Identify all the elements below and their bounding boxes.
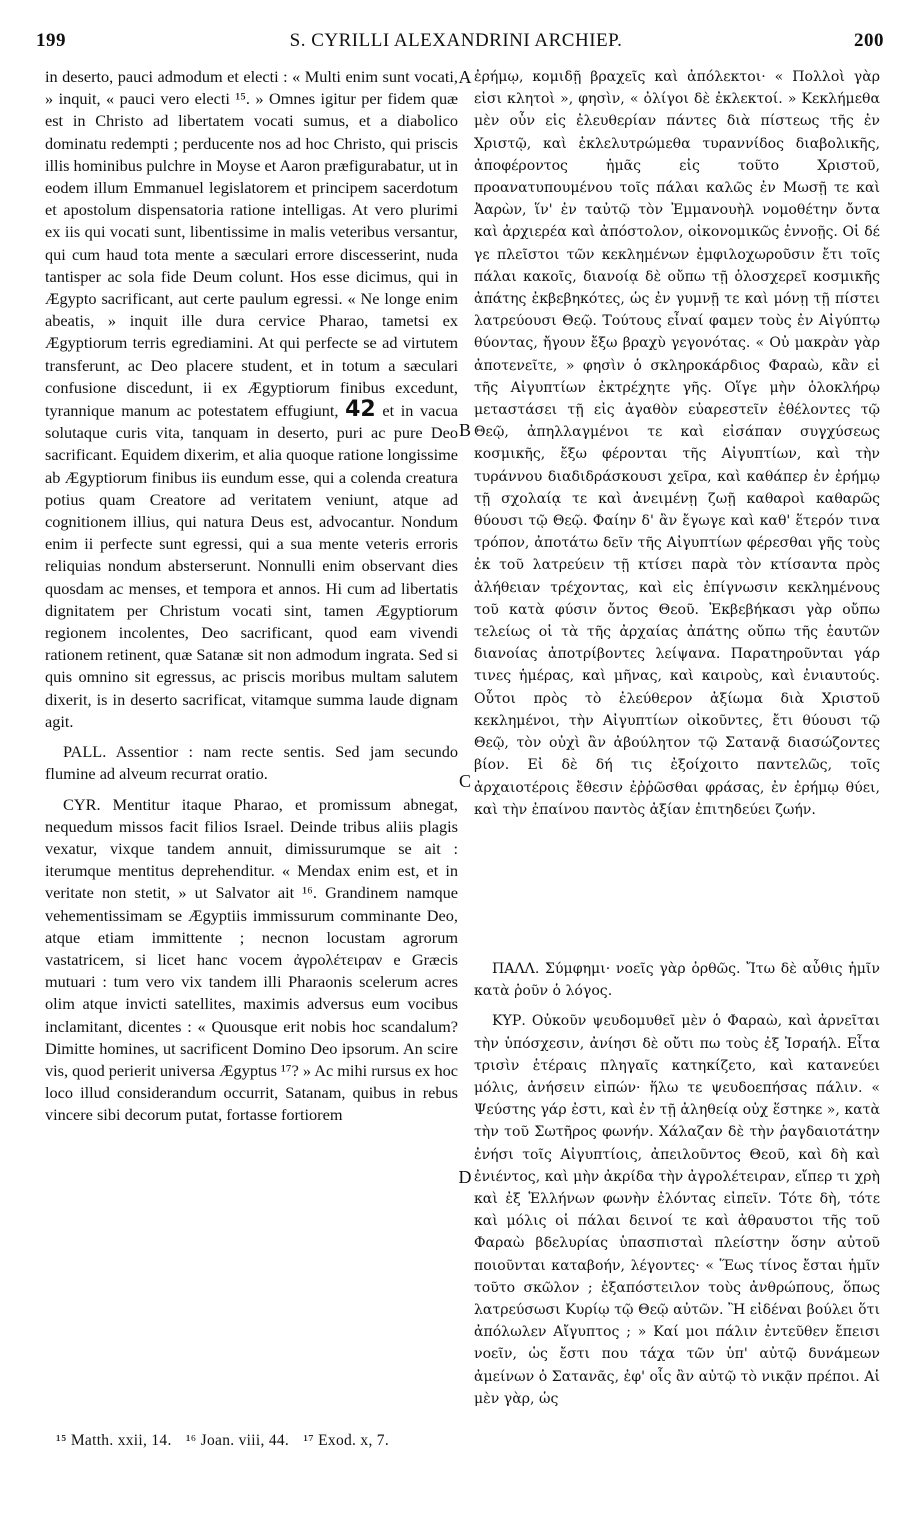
footnotes [56,1432,656,1450]
latin-paragraph-cyr: CYR. Mentitur itaque Pharao, et promissum abnegat, nequedum missos facit filios Israel. Deinde tribus aliis plagis vexatur, vixque tandem annuit, dimissurumque se ait : iterumque mentitus deprehenditur. « Mendax enim est, et in veritate non stetit, » ut Salvator ait ¹⁶. Grandinem namque vehementissimam se Ægyptiis immissurum comminante Deo, atque etiam immittente ; necnon locustam agrorum vastatricem, si licet hanc vocem ἀγρολέτειραν e Græcis mutuari : tum vero vix tandem illi Pharaonis scelerum acres olim atque invicti satellites, maximis adversus eum vocibus inclamitant, dicentes : « Quousque erit nobis hoc scandalum? Dimitte homines, ut sacrificent Domino Deo ipsorum. An scire vis, quod perierit universa Ægyptus ¹⁷? » Ac mihi rursus ex hoc loco illud considerandum occurrit, Satanam, quibus in rebus vincere sibi decorum putat, fortasse fortiorem [45,794,459,1125]
section-marker-d: D [458,1167,472,1187]
greek-column-lower [474,958,880,1410]
page-header [28,30,884,56]
section-marker-a: A [458,67,472,87]
greek-paragraph-pall: ΠΑΛΛ. Σύμφημι· νοεῖς γὰρ ὀρθῶς. Ἴτω δὲ αὖθις ἡμῖν κατὰ ῥοῦν ὁ λόγος. [474,961,880,1000]
latin-column [45,66,458,1127]
running-title: S. CYRILLI ALEXANDRINI ARCHIEP. [289,30,623,51]
greek-column [474,66,880,821]
footnote-16: ¹⁶ Joan. viii, 44. [185,1432,290,1449]
latin-text-1-cont: et in vacua solutaque curis vita, tanquam in deserto, puri ac pure Deo sacrificant. Equidem dixerim, et alia quoque ratione longissime ab Ægyptiorum finibus iis eundum esse, qui a colenda creatura potius quam Creatore ad veritatem veniunt, atque ad cognitionem illius, qui natura Deus est, advocantur. Nondum enim ii perfecte sunt egressi, qui a sua mente veteris erroris reliquias nondum absterserunt. Nonnulli enim observant dies quosdam ac menses, et tempora et annos. Hi cum ad libertatis dignitatem per Christum vocati sint, tamen Ægyptiorum regionem incolentes, Deo sacrificant, quod eam vivendi rationem retinent, quæ Satanæ sit non admodum ingrata. Sed si quis omnino sit egressus, ac priscis moribus multam salutem dixerit, is in deserto sacrificat, vitamque summa laude dignam agit. [45,401,459,731]
footnote-15: ¹⁵ Matth. xxii, 14. [56,1432,172,1449]
section-marker-b: B [458,420,471,440]
latin-paragraph-pall: PALL. Assentior : nam recte sentis. Sed jam secundo flumine ad alveum recurrat oratio. [45,742,458,784]
page-number-left: 199 [36,30,66,51]
footnote-17: ¹⁷ Exod. x, 7. [303,1432,390,1449]
latin-text-1: in deserto, pauci admodum et electi : « Multi enim sunt vocati, » inquit, « pauci vero electi ¹⁵. » Omnes igitur per fidem quæ est in Christo ad libertatem vocati sumus, et a diabolico dominatu redempti ; perducente nos ad hoc Christo, qui priscis illis hominibus pulchre in Moyse et Aaron præfigurabatur, ut in eodem illum Emmanuel legislatorem et principem sacerdotum et apostolum dispensatoria ratione intelligas. At vero plurimi ex iis qui vocati sunt, libentissime in malis veteribus versantur, qui cum haud tota mente a sæculari errore discesserint, nuda tantisper ac sola fide Deum colunt. Hos esse dicimus, qui in Ægypto sacrificant, aut certe paulum egressi. « Ne longe enim abeatis, » inquit ille dura cervice Pharao, tametsi ex Ægyptiorum terris egrediamini. At qui perfecte se ad virtutem transferunt, ac Deo placere student, et in totum a sæculari confusione discedunt, ii ex Ægyptiorum finibus excedunt, tyrannique manum ac potestatem effugiunt, [45,67,458,421]
section-marker-c: C [458,771,471,791]
page-number-right: 200 [854,30,884,51]
column-number: 42 [345,397,376,423]
latin-paragraph-1 [45,66,458,733]
greek-paragraph-1: ἐρήμῳ, κομιδῇ βραχεῖς καὶ ἀπόλεκτοι· « Πολλοὶ γὰρ εἰσι κλητοὶ », φησὶν, « ὀλίγοι δὲ ἐκλεκτοί. » Κεκλήμεθα μὲν οὖν εἰς ἐλευθερίαν πάντες διὰ πίστεως τῆς ἐν Χριστῷ, καὶ ἐκλελυτρώμεθα τυραννίδος διαβολικῆς, ἀποφέροντος ἡμᾶς εἰς τοῦτο Χριστοῦ, προανατυπουμένου τοῖς πάλαι καλῶς ἐν Μωσῇ τε καὶ Ἀαρὼν, ἵν' ἐν ταὐτῷ τὸν Ἐμμανουὴλ νομοθέτην ὄντα καὶ ἀρχιερέα καὶ ἀπόστολον, οἰκονομικῶς ἐννοῇς. Οἱ δέ γε πλεῖστοι τῶν κεκλημένων ἐμφιλοχωροῦσιν ἔτι τοῖς πάλαι κακοῖς, διανοίᾳ δὲ οὔπω τῇ ὁλοσχερεῖ κοσμικῆς ἀπάτης ἐκβεβηκότες, ὡς ἐν γυμνῇ τε καὶ μόνῃ τῇ πίστει λατρεύουσι Θεῷ. Τούτους εἶναί φαμεν τοὺς ἐν Αἰγύπτῳ θύοντας, ἤγουν ἔξω βραχὺ γεγονότας. « Οὐ μακρὰν γὰρ ἀποτενεῖτε, » φησὶν ὁ σκληροκάρδιος Φαραὼ, κἂν εἰ τῆς Αἰγυπτίων ἐκτρέχητε γῆς. Οἵγε μὴν ὁλοκλήρῳ μεταστάσει τῇ εἰς ἀγαθὸν εὐαρεστεῖν ἐθέλοντες τῷ Θεῷ, ἀπηλλαγμένοι τε καὶ εἰσάπαν συγχύσεως κοσμικῆς, ἔξω φέρονται τῆς Αἰγυπτίων, καὶ τὴν τυράννου διαδιδράσκουσι χεῖρα, καὶ καθάπερ ἐν ἐρήμῳ τῇ σχολαίᾳ τε καὶ ἀνειμένῃ ζωῇ καθαροὶ καθαρῶς θύουσι τῷ Θεῷ. Φαίην δ' ἂν ἔγωγε καὶ καθ' ἕτερόν τινα τρόπον, ἀποτάτω δεῖν τῆς Αἰγυπτίων φέρεσθαι γῆς τοὺς ἐκ τοῦ λατρεύειν τῇ κτίσει παρὰ τὸν κτίσαντα πρὸς ἀλήθειαν τρέχοντας, καὶ εἰς ἐπίγνωσιν κεκλημένους τοῦ κατὰ φύσιν ὄντος Θεοῦ. Ἐκβεβήκασι γὰρ οὔπω τελείως οἱ τὰ τῆς ἀρχαίας ἀπάτης οὔπω τῆς ἑαυτῶν διανοίας ἀποτρίβοντες λείψανα. Παρατηροῦνται γάρ τινες ἡμέρας, καὶ μῆνας, καὶ καιροὺς, καὶ ἐνιαυτούς. Οὗτοι πρὸς τὸ ἐλεύθερον ἀξίωμα διὰ Χριστοῦ κεκλημένοι, τὴν Αἰγυπτίων οἰκοῦντες, ἔτι θύουσι τῷ Θεῷ, τὸν οὐχὶ ἂν ἀβούλητον τῷ Σατανᾷ διασώζοντες βίον. Εἰ δὲ δή τις ἐξοίχοιτο παντελῶς, τοῖς ἀρχαιοτέροις ἔθεσιν ἐῤῥῶσθαι φράσας, ἐν ἐρήμῳ θύει, καὶ τὴν ἐπαίνου παντὸς ἀξίαν ἐπιτηδεύει ζωήν. [474,69,880,818]
greek-paragraph-cyr: ΚΥΡ. Οὐκοῦν ψευδομυθεῖ μὲν ὁ Φαραὼ, καὶ ἀρνεῖται τὴν ὑπόσχεσιν, ἀνίησι δὲ οὔτι πω τοὺς ἐξ Ἰσραήλ. Εἶτα τρισὶν ἑτέραις πληγαῖς κατηκίζετο, καὶ κατανεύει μόλις, ἀνήσειν εἰπών· ἥλω τε ψευδοεπήσας πάλιν. « Ψεύστης γάρ ἐστι, καὶ ἐν τῇ ἀληθείᾳ οὐχ ἕστηκε », κατὰ τὴν τοῦ Σωτῆρος φωνήν. Χάλαζαν δὲ τὴν ῥαγδαιοτάτην ἐνήσι τοῖς Αἰγυπτίοις, ἀπειλοῦντος Θεοῦ, καὶ δὴ καὶ ἐνιέντος, καὶ μὴν ἀκρίδα τὴν ἀγρολέτειραν, εἴπερ τι χρὴ καὶ ἐξ Ἑλλήνων φωνὴν ἐλόντας εἰπεῖν. Τότε δὴ, τότε καὶ μόλις οἱ πάλαι δεινοί τε καὶ ἀθραυστοι τῆς τοῦ Φαραὼ βδελυρίας ὑπασπισταὶ πλείστην ὅσην αὐτοῦ ποιοῦνται καταβοήν, λέγοντες· « Ἕως τίνος ἔσται ἡμῖν τοῦτο σκῶλον ; ἐξαπόστειλον τοὺς ἀνθρώπους, ὅπως λατρεύσωσι Κυρίῳ τῷ Θεῷ αὐτῶν. Ἢ εἰδέναι βούλει ὅτι ἀπόλωλεν Αἴγυπτος ; » Καί μοι πάλιν ἐντεῦθεν ἔπεισι νοεῖν, ὡς ἔστι που τάχα τῶν ὑπ' αὐτῷ δυνάμεων ἀμείνων ὁ Σατανᾶς, ἐφ' οἷς ἂν αὐτῷ τὸ νικᾷν πρέποι. Αἱ μὲν γὰρ, ὡς [474,1013,880,1407]
